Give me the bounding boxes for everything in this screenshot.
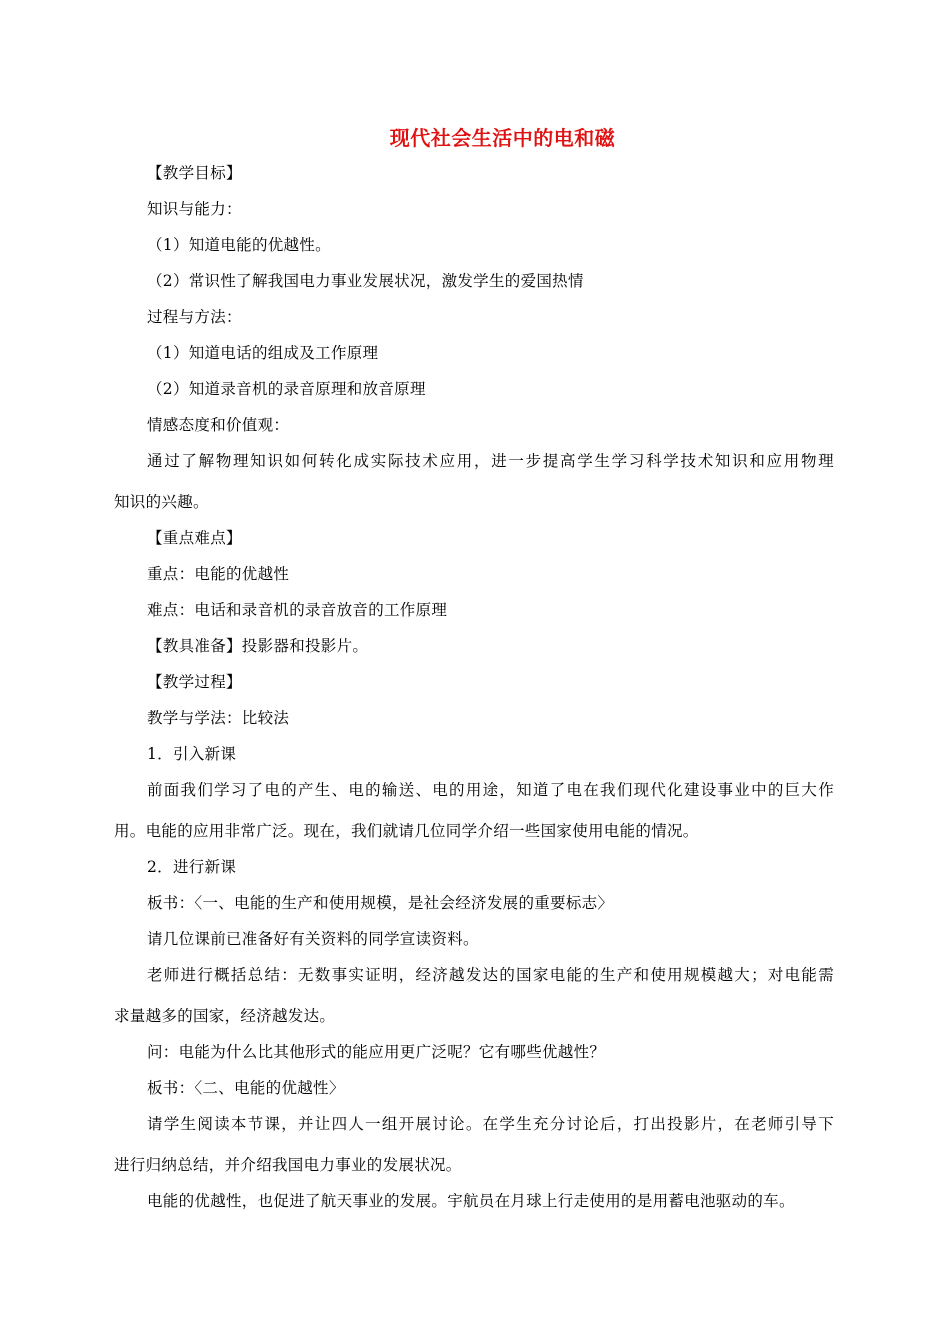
section-heading-teaching-process: 【教学过程】 (147, 673, 242, 691)
step-heading: 1．引入新课 (147, 745, 237, 763)
paragraph-line: 通过了解物理知识如何转化成实际技术应用，进一步提高学生学习科学技术知识和应用物理 (147, 452, 834, 470)
paragraph-line: 电能的优越性，也促进了航天事业的发展。宇航员在月球上行走使用的是用蓄电池驱动的车。 (147, 1192, 795, 1210)
objective-item: （2）常识性了解我国电力事业发展状况，激发学生的爱国热情 (147, 272, 584, 290)
section-heading-teaching-aids: 【教具准备】投影器和投影片。 (147, 637, 369, 655)
difficulty-line: 难点：电话和录音机的录音放音的工作原理 (147, 601, 448, 619)
objective-item: （2）知道录音机的录音原理和放音原理 (147, 380, 426, 398)
method-line: 教学与学法：比较法 (147, 709, 290, 727)
subheading-attitude-values: 情感态度和价值观： (147, 416, 290, 434)
section-heading-teaching-objectives: 【教学目标】 (147, 164, 242, 182)
paragraph-line: 老师进行概括总结：无数事实证明，经济越发达的国家电能的生产和使用规模越大；对电能需 (147, 966, 834, 984)
objective-item: （1）知道电能的优越性。 (147, 236, 331, 254)
paragraph-line: 请学生阅读本节课，并让四人一组开展讨论。在学生充分讨论后，打出投影片，在老师引导下 (147, 1115, 834, 1133)
paragraph-line: 前面我们学习了电的产生、电的输送、电的用途，知道了电在我们现代化建设事业中的巨大作 (147, 781, 834, 799)
document-title: 现代社会生活中的电和磁 (389, 126, 616, 150)
subheading-process-method: 过程与方法： (147, 308, 242, 326)
paragraph-line: 进行归纳总结，并介绍我国电力事业的发展状况。 (114, 1156, 462, 1174)
paragraph-line: 求量越多的国家，经济越发达。 (114, 1007, 336, 1025)
key-point-line: 重点：电能的优越性 (147, 565, 290, 583)
paragraph-line: 知识的兴趣。 (114, 493, 209, 511)
paragraph-line: 请几位课前已准备好有关资料的同学宣读资料。 (147, 930, 479, 948)
question-line: 问：电能为什么比其他形式的能应用更广泛呢？它有哪些优越性？ (147, 1043, 606, 1061)
blackboard-line: 板书：〈二、电能的优越性〉 (147, 1079, 345, 1097)
step-heading: 2．进行新课 (147, 858, 237, 876)
subheading-knowledge-ability: 知识与能力： (147, 200, 242, 218)
objective-item: （1）知道电话的组成及工作原理 (147, 344, 379, 362)
section-heading-key-points: 【重点难点】 (147, 529, 242, 547)
blackboard-line: 板书：〈一、电能的生产和使用规模，是社会经济发展的重要标志〉 (147, 894, 614, 912)
paragraph-line: 用。电能的应用非常广泛。现在，我们就请几位同学介绍一些国家使用电能的情况。 (114, 822, 699, 840)
